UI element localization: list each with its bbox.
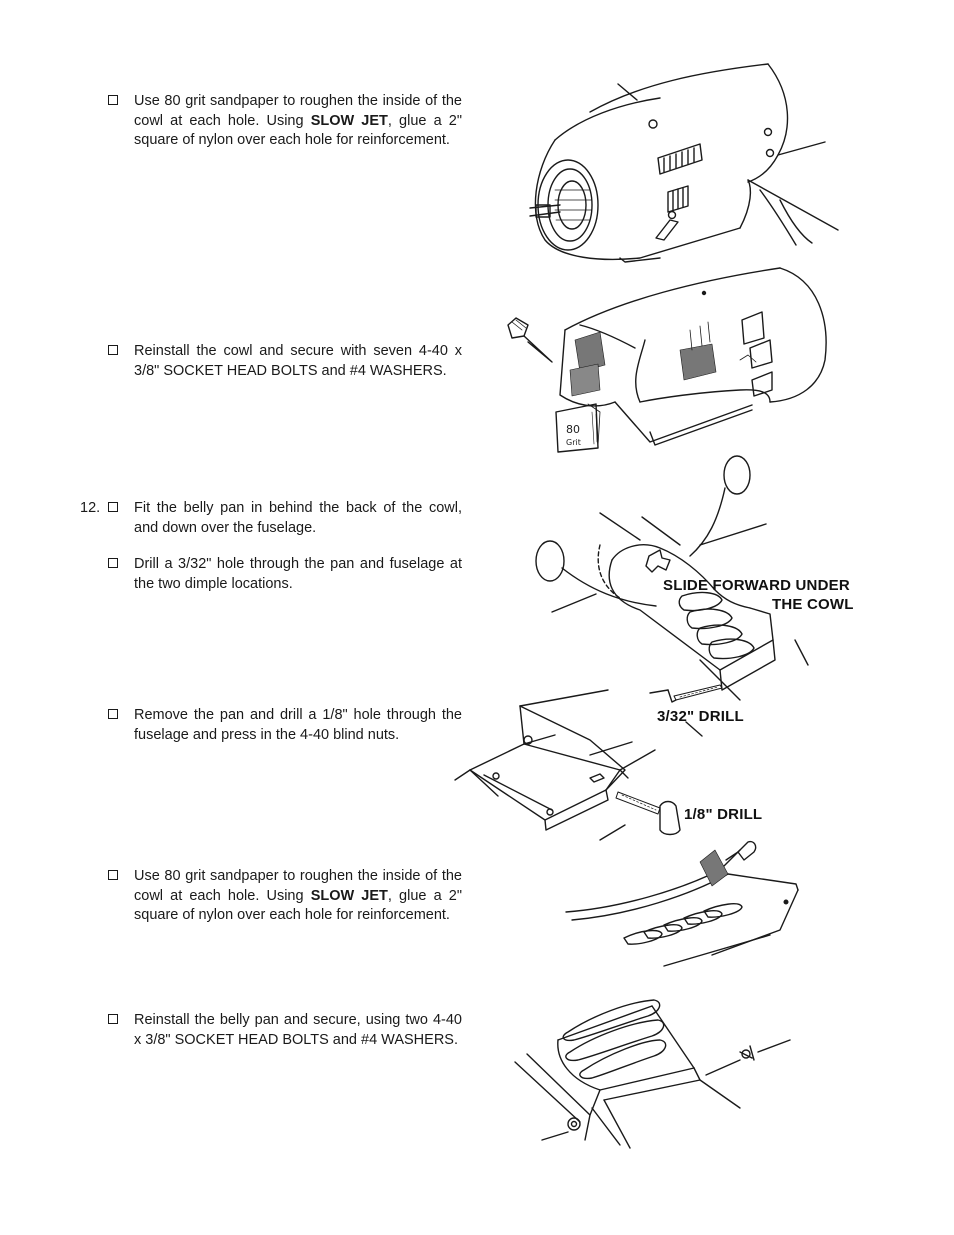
step-text: Reinstall the belly pan and secure, using two 4-40 x 3/8" SOCKET HEAD BOLTS and #4 WASHERS.	[134, 1012, 462, 1048]
step-text: Fit the belly pan in behind the back of the cowl, and down over the fuselage.	[134, 500, 462, 536]
step-text: Reinstall the cowl and secure with seven 4-40 x 3/8" SOCKET HEAD BOLTS and #4 WASHERS.	[134, 343, 462, 379]
sandpaper-pack-sublabel: Grit	[566, 438, 581, 447]
step-text: Remove the pan and drill a 1/8" hole through the fuselage and press in the 4-40 blind nuts.	[134, 707, 462, 743]
cowl-figure	[530, 64, 838, 262]
slide-forward-label-line1: SLIDE FORWARD UNDER	[663, 577, 850, 594]
cowl-interior-figure	[508, 268, 826, 452]
step-number: 12.	[80, 500, 101, 516]
slide-forward-label-line2: THE COWL	[772, 596, 854, 613]
step-text: Use 80 grit sandpaper to roughen the inside of the cowl at each hole. Using SLOW JET, glue a 2" square of nylon over each hole for reinforcement.	[134, 868, 462, 923]
drill-large-label: 1/8" DRILL	[684, 806, 763, 823]
belly-pan-installed-figure	[515, 1000, 790, 1148]
step-text: Use 80 grit sandpaper to roughen the inside of the cowl at each hole. Using SLOW JET, glue a 2" square of nylon over each hole for reinforcement.	[134, 93, 462, 148]
step-text: Drill a 3/32" hole through the pan and fuselage at the two dimple locations.	[134, 556, 462, 592]
drill-small-label: 3/32" DRILL	[657, 708, 744, 725]
sandpaper-pack-label: 80	[566, 423, 580, 436]
belly-pan-patch-figure	[566, 842, 798, 966]
